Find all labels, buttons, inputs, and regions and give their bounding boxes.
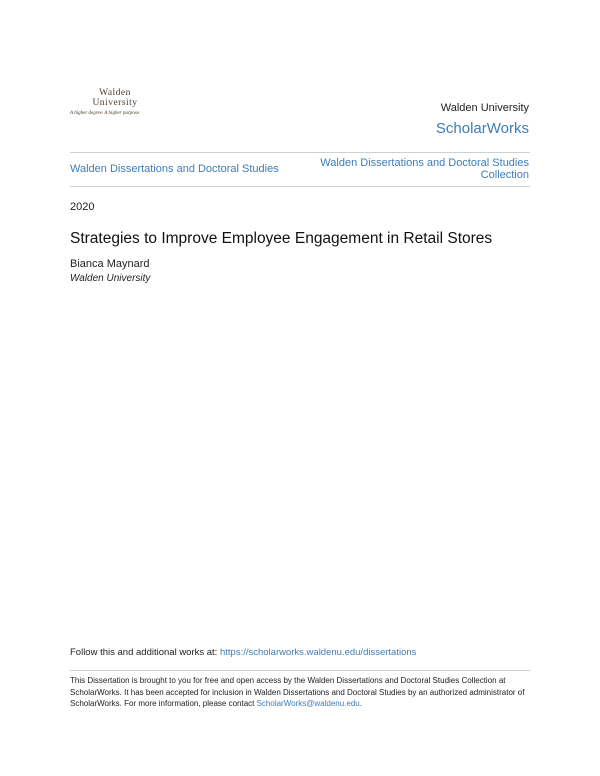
logo-name-line-1: Walden bbox=[99, 88, 131, 98]
institution-name: Walden University bbox=[440, 102, 529, 114]
logo-name-line-2: University bbox=[92, 98, 138, 108]
divider-footer bbox=[70, 670, 530, 671]
access-notice bbox=[70, 675, 532, 710]
contact-email-link[interactable]: ScholarWorks@waldenu.edu bbox=[256, 699, 360, 708]
follow-text: Follow this and additional works at: bbox=[70, 647, 220, 658]
follow-line bbox=[70, 647, 416, 658]
divider-top bbox=[70, 152, 530, 153]
document-title: Strategies to Improve Employee Engagement in Retail Stores bbox=[70, 230, 493, 247]
notice-end: . bbox=[359, 699, 362, 708]
walden-university-logo bbox=[70, 88, 160, 116]
author-affiliation: Walden University bbox=[70, 273, 151, 284]
divider-series bbox=[70, 186, 530, 187]
repository-link[interactable]: ScholarWorks bbox=[435, 120, 529, 137]
dissertations-url-link[interactable]: https://scholarworks.waldenu.edu/dissertations bbox=[219, 647, 417, 658]
series-link-collection[interactable]: Walden Dissertations and Doctoral Studies Collection bbox=[320, 157, 529, 181]
publication-year: 2020 bbox=[70, 201, 95, 213]
notice-text: This Dissertation is brought to you for free and open access by the Walden Dissertations and Doctoral Studies Collection at ScholarWorks. It has been accepted for inclusion in Walden Dissertations and Doctoral Studies by an authorized administrator of ScholarWorks. For more information, please contact bbox=[70, 676, 525, 708]
series-link-dissertations[interactable]: Walden Dissertations and Doctoral Studies bbox=[70, 163, 279, 175]
author-name: Bianca Maynard bbox=[70, 258, 150, 270]
logo-tagline: A higher degree. A higher purpose. bbox=[70, 111, 141, 116]
